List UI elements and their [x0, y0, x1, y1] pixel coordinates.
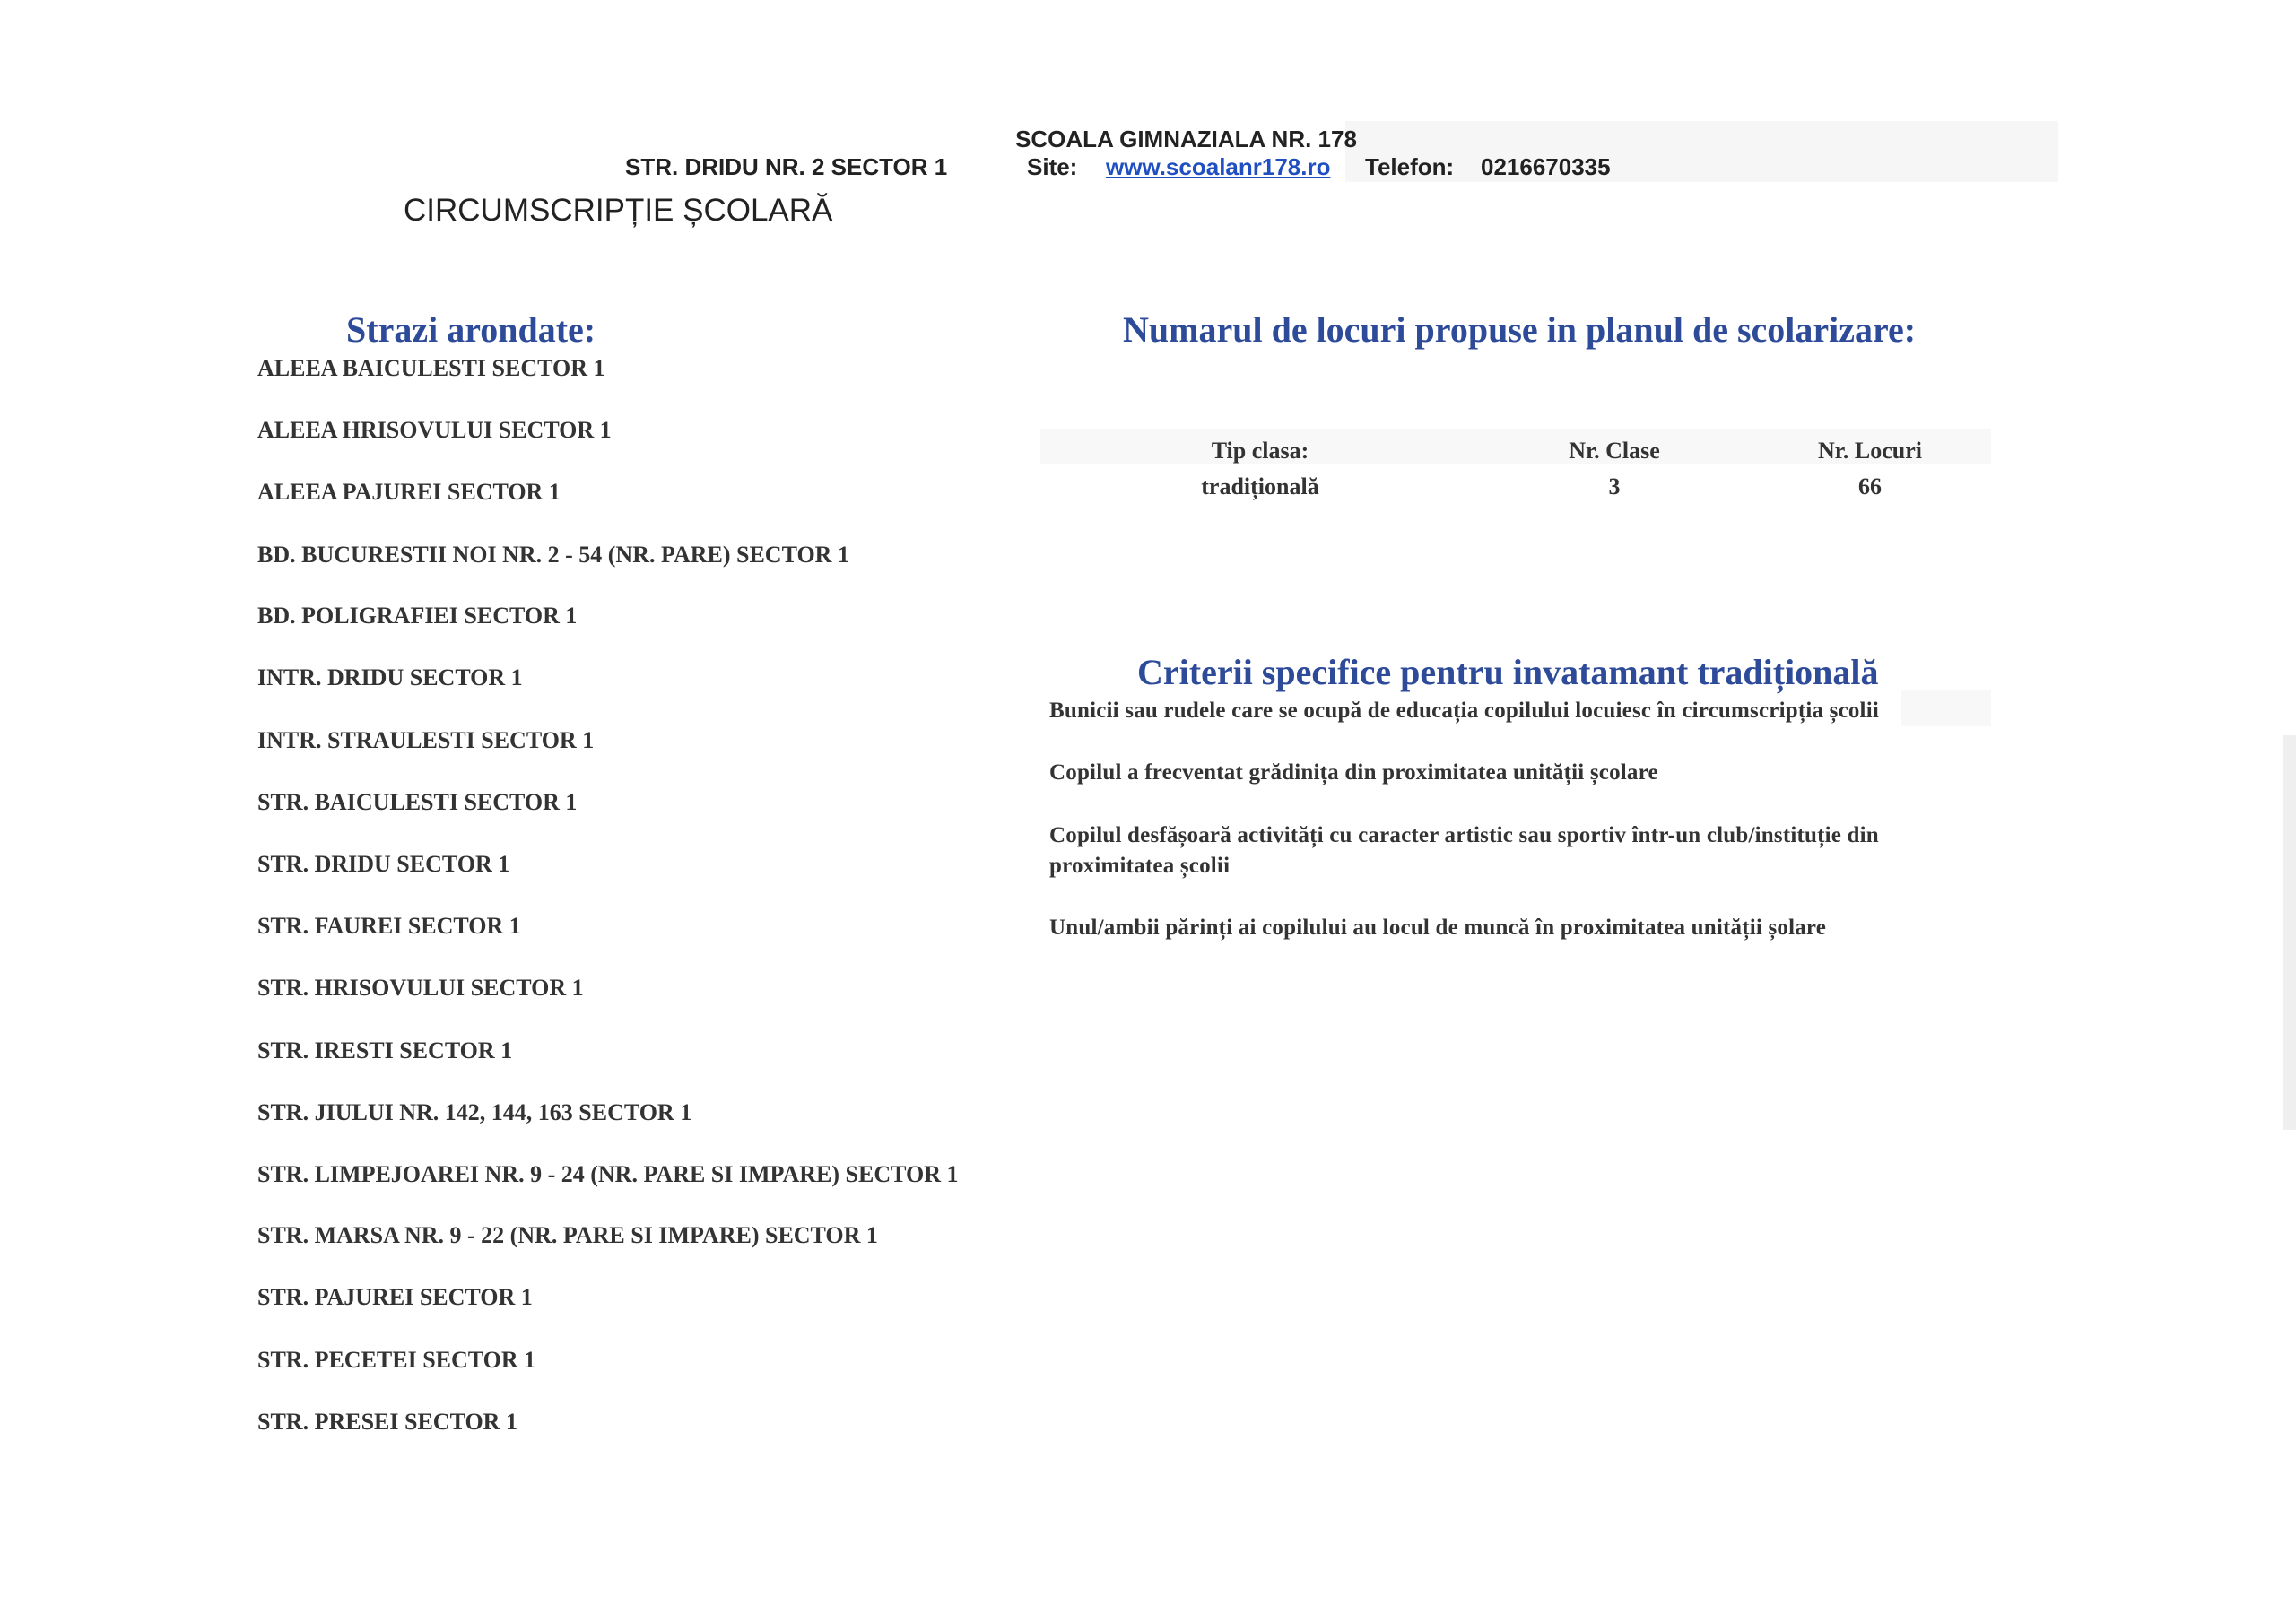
column-header-class-count: Nr. Clase [1569, 438, 1660, 464]
street-item: STR. HRISOVULUI SECTOR 1 [257, 975, 584, 1001]
street-item: STR. MARSA NR. 9 - 22 (NR. PARE SI IMPARE) SECTOR 1 [257, 1222, 878, 1248]
street-item: STR. JIULUI NR. 142, 144, 163 SECTOR 1 [257, 1099, 692, 1125]
places-heading: Numarul de locuri propuse in planul de scolarizare: [1123, 309, 1917, 350]
address-line [0, 153, 2296, 184]
street-item: STR. IRESTI SECTOR 1 [257, 1037, 513, 1063]
street-item: BD. BUCURESTII NOI NR. 2 - 54 (NR. PARE) SECTOR 1 [257, 542, 849, 568]
table-cell-class-type: tradițională [1201, 473, 1319, 499]
column-header-places: Nr. Locuri [1817, 438, 1923, 464]
phone-label: Telefon: [1365, 153, 1455, 180]
site-link[interactable]: www.scoalanr178.ro [1106, 153, 1331, 180]
school-name: SCOALA GIMNAZIALA NR. 178 [1015, 126, 1357, 152]
street-item: STR. PRESEI SECTOR 1 [257, 1409, 517, 1435]
street-item: ALEEA PAJUREI SECTOR 1 [257, 479, 561, 505]
criteria-item: Unul/ambii părinți ai copilului au locul de muncă în proximitatea unității șolare [1049, 916, 1827, 940]
street-item: BD. POLIGRAFIEI SECTOR 1 [257, 603, 578, 629]
phone-number: 0216670335 [1481, 153, 1611, 180]
street-item: STR. FAUREI SECTOR 1 [257, 913, 521, 939]
street-item: STR. PAJUREI SECTOR 1 [257, 1284, 533, 1310]
street-item: INTR. STRAULESTI SECTOR 1 [257, 727, 595, 753]
street-item: INTR. DRIDU SECTOR 1 [257, 664, 523, 690]
table-cell-places: 66 [1858, 473, 1882, 499]
street-item: STR. DRIDU SECTOR 1 [257, 851, 510, 877]
table-cell-class-count: 3 [1608, 473, 1621, 499]
page-title: CIRCUMSCRIPȚIE ȘCOLARĂ [404, 193, 833, 228]
site-label: Site: [1027, 153, 1078, 180]
street-item: STR. PECETEI SECTOR 1 [257, 1347, 536, 1373]
criteria-item: Bunicii sau rudele care se ocupă de educația copilului locuiesc în circumscripția școlii [1049, 699, 1879, 723]
streets-heading: Strazi arondate: [346, 309, 596, 350]
street-item: STR. BAICULESTI SECTOR 1 [257, 789, 578, 815]
street-item: STR. LIMPEJOAREI NR. 9 - 24 (NR. PARE SI IMPARE) SECTOR 1 [257, 1161, 959, 1187]
criteria-item: Copilul a frecventat grădinița din proximitatea unității școlare [1049, 760, 1658, 785]
street-item: ALEEA BAICULESTI SECTOR 1 [257, 355, 605, 381]
criteria-heading: Criterii specifice pentru invatamant tradițională [1137, 652, 1879, 692]
school-address: STR. DRIDU NR. 2 SECTOR 1 [625, 153, 948, 180]
column-header-class-type: Tip clasa: [1211, 438, 1309, 464]
street-item: ALEEA HRISOVULUI SECTOR 1 [257, 417, 612, 443]
scan-shadow-right [2283, 735, 2296, 1130]
criteria-item: Copilul desfășoară activități cu caracter artistic sau sportiv într-un club/instituție din proximitatea școlii [1049, 823, 1879, 878]
